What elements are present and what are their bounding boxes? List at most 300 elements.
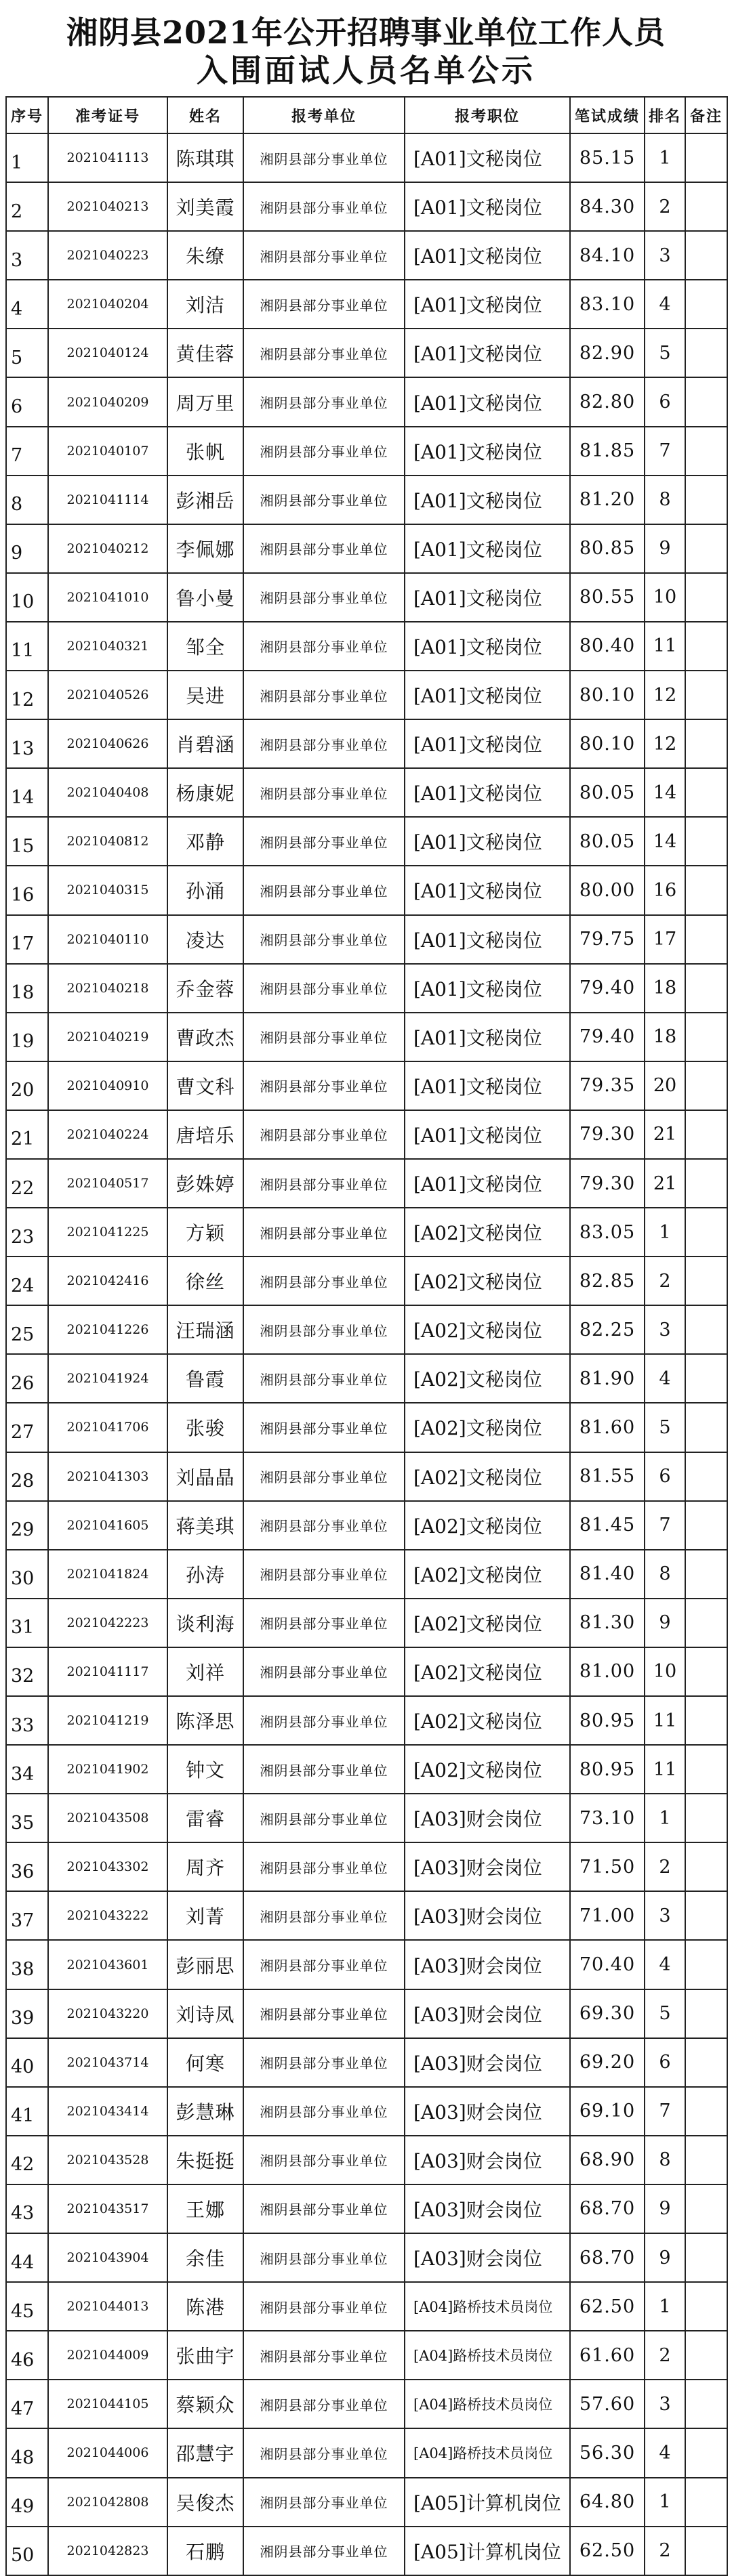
cell-name: 刘诗凤 [167, 1989, 243, 2038]
cell-note [685, 915, 727, 964]
cell-unit: 湘阴县部分事业单位 [243, 1305, 405, 1354]
cell-no: 2 [6, 182, 48, 231]
cell-score: 79.40 [570, 964, 645, 1013]
cell-score: 80.05 [570, 817, 645, 866]
cell-no: 50 [6, 2527, 48, 2575]
cell-unit: 湘阴县部分事业单位 [243, 133, 405, 182]
cell-id: 2021040110 [48, 915, 167, 964]
cell-rank: 7 [645, 427, 685, 476]
cell-name: 刘菁 [167, 1891, 243, 1940]
cell-unit: 湘阴县部分事业单位 [243, 817, 405, 866]
cell-no: 6 [6, 377, 48, 426]
cell-position: [A02]文秘岗位 [405, 1208, 570, 1257]
cell-no: 43 [6, 2184, 48, 2233]
cell-note [685, 1501, 727, 1550]
cell-no: 16 [6, 866, 48, 914]
cell-note [685, 2184, 727, 2233]
table-row [6, 280, 727, 329]
cell-name: 凌达 [167, 915, 243, 964]
cell-score: 82.25 [570, 1305, 645, 1354]
cell-rank: 11 [645, 1696, 685, 1745]
cell-id: 2021040812 [48, 817, 167, 866]
title-line-1: 湘阴县2021年公开招聘事业单位工作人员 [66, 14, 666, 51]
cell-rank: 1 [645, 2478, 685, 2527]
table-row [6, 964, 727, 1013]
cell-name: 余佳 [167, 2233, 243, 2282]
cell-unit: 湘阴县部分事业单位 [243, 2282, 405, 2331]
cell-no: 13 [6, 719, 48, 768]
cell-unit: 湘阴县部分事业单位 [243, 377, 405, 426]
cell-id: 2021041225 [48, 1208, 167, 1257]
cell-name: 钟文 [167, 1745, 243, 1794]
cell-score: 73.10 [570, 1794, 645, 1842]
cell-unit: 湘阴县部分事业单位 [243, 1891, 405, 1940]
table-row [6, 427, 727, 476]
cell-unit: 湘阴县部分事业单位 [243, 2038, 405, 2087]
cell-score: 82.90 [570, 329, 645, 377]
cell-name: 鲁霞 [167, 1354, 243, 1403]
cell-no: 11 [6, 622, 48, 671]
cell-id: 2021041902 [48, 1745, 167, 1794]
cell-note [685, 1452, 727, 1501]
cell-score: 79.30 [570, 1159, 645, 1208]
cell-name: 鲁小曼 [167, 573, 243, 622]
cell-unit: 湘阴县部分事业单位 [243, 524, 405, 573]
cell-no: 31 [6, 1599, 48, 1647]
cell-score: 83.05 [570, 1208, 645, 1257]
table-row [6, 329, 727, 377]
cell-position: [A01]文秘岗位 [405, 1110, 570, 1159]
cell-id: 2021040219 [48, 1013, 167, 1061]
table-row [6, 1745, 727, 1794]
cell-id: 2021043528 [48, 2136, 167, 2184]
table-row [6, 671, 727, 719]
cell-rank: 12 [645, 719, 685, 768]
table-row [6, 2087, 727, 2136]
cell-id: 2021043714 [48, 2038, 167, 2087]
cell-unit: 湘阴县部分事业单位 [243, 1599, 405, 1647]
cell-position: [A02]文秘岗位 [405, 1550, 570, 1599]
cell-score: 81.40 [570, 1550, 645, 1599]
cell-rank: 9 [645, 2233, 685, 2282]
header-rank: 排名 [645, 97, 685, 133]
cell-rank: 18 [645, 964, 685, 1013]
cell-id: 2021040223 [48, 231, 167, 280]
cell-unit: 湘阴县部分事业单位 [243, 866, 405, 914]
cell-unit: 湘阴县部分事业单位 [243, 2478, 405, 2527]
cell-note [685, 1061, 727, 1110]
table-row [6, 133, 727, 182]
cell-score: 81.30 [570, 1599, 645, 1647]
cell-score: 79.35 [570, 1061, 645, 1110]
cell-rank: 4 [645, 1354, 685, 1403]
cell-position: [A01]文秘岗位 [405, 280, 570, 329]
cell-name: 肖碧涵 [167, 719, 243, 768]
cell-rank: 12 [645, 671, 685, 719]
cell-name: 刘祥 [167, 1647, 243, 1696]
cell-name: 石鹏 [167, 2527, 243, 2575]
cell-position: [A01]文秘岗位 [405, 476, 570, 524]
cell-unit: 湘阴县部分事业单位 [243, 2136, 405, 2184]
cell-no: 26 [6, 1354, 48, 1403]
cell-note [685, 1940, 727, 1989]
cell-score: 80.95 [570, 1745, 645, 1794]
cell-rank: 16 [645, 866, 685, 914]
cell-no: 12 [6, 671, 48, 719]
cell-rank: 2 [645, 2331, 685, 2380]
cell-id: 2021041226 [48, 1305, 167, 1354]
cell-unit: 湘阴县部分事业单位 [243, 671, 405, 719]
cell-name: 彭丽思 [167, 1940, 243, 1989]
table-row [6, 1354, 727, 1403]
header-score: 笔试成绩 [570, 97, 645, 133]
cell-unit: 湘阴县部分事业单位 [243, 1501, 405, 1550]
cell-score: 81.00 [570, 1647, 645, 1696]
cell-name: 彭姝婷 [167, 1159, 243, 1208]
cell-unit: 湘阴县部分事业单位 [243, 2380, 405, 2428]
cell-id: 2021040321 [48, 622, 167, 671]
cell-no: 40 [6, 2038, 48, 2087]
cell-rank: 9 [645, 1599, 685, 1647]
cell-name: 吴进 [167, 671, 243, 719]
cell-no: 47 [6, 2380, 48, 2428]
cell-name: 张曲宇 [167, 2331, 243, 2380]
cell-id: 2021041114 [48, 476, 167, 524]
cell-score: 80.95 [570, 1696, 645, 1745]
cell-unit: 湘阴县部分事业单位 [243, 622, 405, 671]
cell-rank: 4 [645, 1940, 685, 1989]
table-row [6, 1110, 727, 1159]
cell-note [685, 231, 727, 280]
table-row [6, 622, 727, 671]
cell-score: 57.60 [570, 2380, 645, 2428]
cell-rank: 2 [645, 1257, 685, 1305]
cell-unit: 湘阴县部分事业单位 [243, 719, 405, 768]
cell-note [685, 1891, 727, 1940]
cell-position: [A01]文秘岗位 [405, 231, 570, 280]
cell-id: 2021044006 [48, 2428, 167, 2477]
cell-note [685, 2428, 727, 2477]
cell-position: [A02]文秘岗位 [405, 1599, 570, 1647]
cell-rank: 21 [645, 1159, 685, 1208]
cell-position: [A01]文秘岗位 [405, 1013, 570, 1061]
table-row [6, 476, 727, 524]
cell-unit: 湘阴县部分事业单位 [243, 1989, 405, 2038]
header-id: 准考证号 [48, 97, 167, 133]
cell-note [685, 1842, 727, 1891]
cell-id: 2021040626 [48, 719, 167, 768]
cell-unit: 湘阴县部分事业单位 [243, 182, 405, 231]
cell-unit: 湘阴县部分事业单位 [243, 1647, 405, 1696]
cell-rank: 8 [645, 1550, 685, 1599]
cell-note [685, 1110, 727, 1159]
cell-position: [A03]财会岗位 [405, 1989, 570, 2038]
table-row [6, 2380, 727, 2428]
cell-note [685, 2233, 727, 2282]
table-row [6, 1305, 727, 1354]
cell-unit: 湘阴县部分事业单位 [243, 1696, 405, 1745]
cell-id: 2021042416 [48, 1257, 167, 1305]
cell-position: [A01]文秘岗位 [405, 377, 570, 426]
cell-no: 39 [6, 1989, 48, 2038]
cell-id: 2021043414 [48, 2087, 167, 2136]
cell-position: [A02]文秘岗位 [405, 1354, 570, 1403]
cell-name: 彭湘岳 [167, 476, 243, 524]
cell-note [685, 817, 727, 866]
cell-score: 62.50 [570, 2527, 645, 2575]
cell-unit: 湘阴县部分事业单位 [243, 1257, 405, 1305]
table-row [6, 1599, 727, 1647]
cell-name: 朱缭 [167, 231, 243, 280]
cell-position: [A01]文秘岗位 [405, 1159, 570, 1208]
table-row [6, 377, 727, 426]
cell-id: 2021041219 [48, 1696, 167, 1745]
cell-no: 9 [6, 524, 48, 573]
cell-no: 44 [6, 2233, 48, 2282]
table-row [6, 1940, 727, 1989]
cell-score: 80.85 [570, 524, 645, 573]
cell-name: 陈泽思 [167, 1696, 243, 1745]
cell-rank: 1 [645, 2282, 685, 2331]
cell-score: 62.50 [570, 2282, 645, 2331]
cell-unit: 湘阴县部分事业单位 [243, 964, 405, 1013]
cell-position: [A04]路桥技术员岗位 [405, 2428, 570, 2477]
cell-position: [A03]财会岗位 [405, 2233, 570, 2282]
cell-position: [A02]文秘岗位 [405, 1257, 570, 1305]
cell-position: [A01]文秘岗位 [405, 573, 570, 622]
cell-no: 10 [6, 573, 48, 622]
cell-no: 46 [6, 2331, 48, 2380]
cell-position: [A01]文秘岗位 [405, 1061, 570, 1110]
cell-position: [A03]财会岗位 [405, 2038, 570, 2087]
cell-rank: 14 [645, 817, 685, 866]
table-row [6, 817, 727, 866]
table-row [6, 1452, 727, 1501]
table-row [6, 719, 727, 768]
cell-note [685, 1745, 727, 1794]
cell-unit: 湘阴县部分事业单位 [243, 573, 405, 622]
cell-rank: 7 [645, 1501, 685, 1550]
cell-id: 2021040517 [48, 1159, 167, 1208]
cell-id: 2021043302 [48, 1842, 167, 1891]
cell-rank: 2 [645, 182, 685, 231]
cell-no: 29 [6, 1501, 48, 1550]
cell-id: 2021040213 [48, 182, 167, 231]
table-row [6, 524, 727, 573]
cell-score: 79.75 [570, 915, 645, 964]
cell-no: 36 [6, 1842, 48, 1891]
cell-score: 61.60 [570, 2331, 645, 2380]
cell-score: 69.20 [570, 2038, 645, 2087]
header-position: 报考职位 [405, 97, 570, 133]
table-row [6, 1159, 727, 1208]
cell-score: 79.30 [570, 1110, 645, 1159]
table-row [6, 2184, 727, 2233]
cell-no: 33 [6, 1696, 48, 1745]
cell-position: [A03]财会岗位 [405, 2184, 570, 2233]
table-row [6, 1501, 727, 1550]
cell-score: 82.80 [570, 377, 645, 426]
cell-unit: 湘阴县部分事业单位 [243, 2184, 405, 2233]
table-row [6, 2233, 727, 2282]
cell-note [685, 671, 727, 719]
cell-id: 2021042808 [48, 2478, 167, 2527]
cell-unit: 湘阴县部分事业单位 [243, 1745, 405, 1794]
cell-name: 吴俊杰 [167, 2478, 243, 2527]
cell-score: 80.10 [570, 719, 645, 768]
cell-rank: 7 [645, 2087, 685, 2136]
cell-id: 2021041010 [48, 573, 167, 622]
cell-note [685, 1403, 727, 1452]
cell-name: 刘晶晶 [167, 1452, 243, 1501]
cell-id: 2021044009 [48, 2331, 167, 2380]
cell-position: [A03]财会岗位 [405, 2087, 570, 2136]
cell-id: 2021041605 [48, 1501, 167, 1550]
table-row [6, 768, 727, 817]
cell-unit: 湘阴县部分事业单位 [243, 1354, 405, 1403]
cell-no: 15 [6, 817, 48, 866]
cell-name: 徐丝 [167, 1257, 243, 1305]
cell-id: 2021040910 [48, 1061, 167, 1110]
cell-unit: 湘阴县部分事业单位 [243, 1452, 405, 1501]
table-row [6, 1842, 727, 1891]
cell-id: 2021040124 [48, 329, 167, 377]
candidate-table [5, 96, 728, 2576]
cell-score: 81.45 [570, 1501, 645, 1550]
cell-rank: 3 [645, 1891, 685, 1940]
cell-note [685, 2038, 727, 2087]
cell-score: 81.20 [570, 476, 645, 524]
cell-name: 邓静 [167, 817, 243, 866]
cell-name: 周万里 [167, 377, 243, 426]
cell-unit: 湘阴县部分事业单位 [243, 915, 405, 964]
cell-position: [A01]文秘岗位 [405, 719, 570, 768]
cell-unit: 湘阴县部分事业单位 [243, 2527, 405, 2575]
table-row [6, 1061, 727, 1110]
cell-position: [A02]文秘岗位 [405, 1452, 570, 1501]
cell-score: 70.40 [570, 1940, 645, 1989]
cell-no: 25 [6, 1305, 48, 1354]
cell-note [685, 476, 727, 524]
cell-score: 81.90 [570, 1354, 645, 1403]
cell-note [685, 573, 727, 622]
cell-rank: 2 [645, 1842, 685, 1891]
cell-note [685, 2380, 727, 2428]
cell-position: [A01]文秘岗位 [405, 622, 570, 671]
cell-position: [A01]文秘岗位 [405, 329, 570, 377]
cell-id: 2021041824 [48, 1550, 167, 1599]
cell-score: 56.30 [570, 2428, 645, 2477]
cell-no: 22 [6, 1159, 48, 1208]
table-row [6, 231, 727, 280]
cell-rank: 9 [645, 2184, 685, 2233]
table-row [6, 1794, 727, 1842]
cell-rank: 5 [645, 1403, 685, 1452]
cell-note [685, 768, 727, 817]
cell-id: 2021043222 [48, 1891, 167, 1940]
cell-note [685, 427, 727, 476]
cell-id: 2021040212 [48, 524, 167, 573]
cell-no: 41 [6, 2087, 48, 2136]
table-row [6, 573, 727, 622]
cell-id: 2021040526 [48, 671, 167, 719]
table-row [6, 2527, 727, 2575]
cell-note [685, 2478, 727, 2527]
table-row [6, 1257, 727, 1305]
cell-name: 孙涛 [167, 1550, 243, 1599]
cell-name: 周齐 [167, 1842, 243, 1891]
cell-no: 17 [6, 915, 48, 964]
cell-id: 2021043220 [48, 1989, 167, 2038]
cell-score: 84.10 [570, 231, 645, 280]
cell-no: 34 [6, 1745, 48, 1794]
cell-rank: 21 [645, 1110, 685, 1159]
cell-rank: 3 [645, 1305, 685, 1354]
cell-position: [A04]路桥技术员岗位 [405, 2331, 570, 2380]
cell-score: 81.85 [570, 427, 645, 476]
cell-id: 2021040224 [48, 1110, 167, 1159]
table-row [6, 1989, 727, 2038]
cell-name: 刘洁 [167, 280, 243, 329]
cell-note [685, 2087, 727, 2136]
cell-score: 64.80 [570, 2478, 645, 2527]
cell-id: 2021041924 [48, 1354, 167, 1403]
table-row [6, 1403, 727, 1452]
cell-name: 雷睿 [167, 1794, 243, 1842]
cell-position: [A01]文秘岗位 [405, 133, 570, 182]
cell-no: 38 [6, 1940, 48, 1989]
table-row [6, 866, 727, 914]
table-row [6, 1208, 727, 1257]
cell-note [685, 1208, 727, 1257]
cell-note [685, 719, 727, 768]
cell-name: 乔金蓉 [167, 964, 243, 1013]
cell-score: 69.30 [570, 1989, 645, 2038]
cell-no: 28 [6, 1452, 48, 1501]
cell-score: 69.10 [570, 2087, 645, 2136]
cell-position: [A03]财会岗位 [405, 1842, 570, 1891]
cell-rank: 5 [645, 329, 685, 377]
cell-unit: 湘阴县部分事业单位 [243, 329, 405, 377]
cell-id: 2021043508 [48, 1794, 167, 1842]
cell-no: 14 [6, 768, 48, 817]
cell-note [685, 1794, 727, 1842]
cell-id: 2021040315 [48, 866, 167, 914]
cell-note [685, 866, 727, 914]
cell-rank: 6 [645, 2038, 685, 2087]
table-row [6, 1891, 727, 1940]
cell-rank: 9 [645, 524, 685, 573]
table-header-row [6, 97, 727, 133]
cell-unit: 湘阴县部分事业单位 [243, 1550, 405, 1599]
cell-position: [A03]财会岗位 [405, 2136, 570, 2184]
cell-no: 49 [6, 2478, 48, 2527]
cell-position: [A02]文秘岗位 [405, 1501, 570, 1550]
cell-no: 30 [6, 1550, 48, 1599]
cell-no: 7 [6, 427, 48, 476]
cell-rank: 5 [645, 1989, 685, 2038]
header-no: 序号 [6, 97, 48, 133]
cell-note [685, 182, 727, 231]
table-row [6, 1013, 727, 1061]
cell-score: 80.55 [570, 573, 645, 622]
cell-name: 杨康妮 [167, 768, 243, 817]
cell-note [685, 377, 727, 426]
cell-position: [A01]文秘岗位 [405, 915, 570, 964]
table-row [6, 2428, 727, 2477]
cell-note [685, 964, 727, 1013]
cell-unit: 湘阴县部分事业单位 [243, 1403, 405, 1452]
